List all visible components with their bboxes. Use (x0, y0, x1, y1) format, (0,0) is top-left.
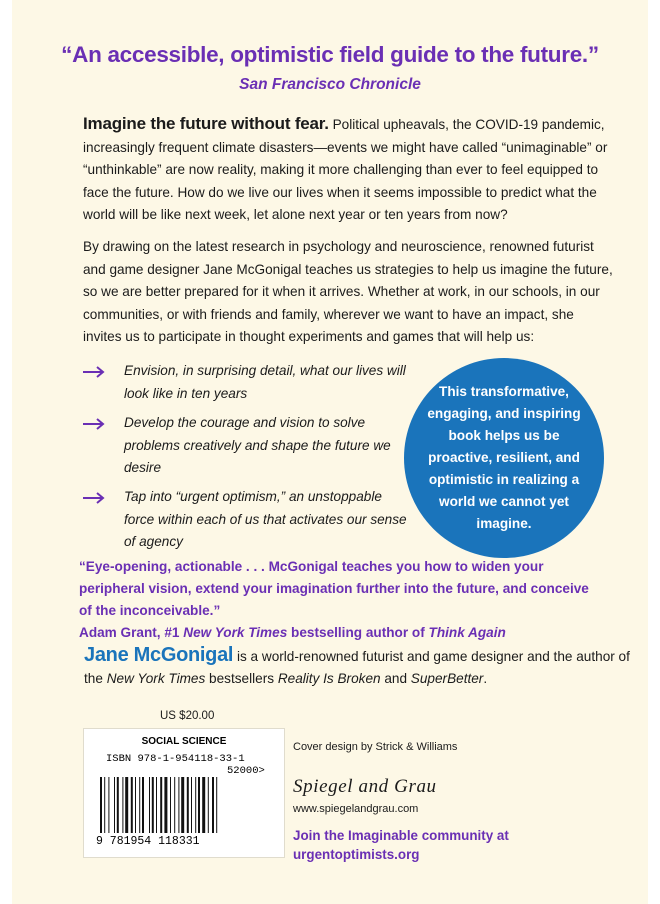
intro-lead: Imagine the future without fear. (83, 114, 329, 133)
barcode-bar (216, 777, 217, 833)
author-name: Jane McGonigal (84, 644, 234, 666)
arrow-right-icon (83, 366, 105, 378)
barcode-bar (202, 777, 205, 833)
barcode-bar (174, 777, 175, 833)
barcode-bar (152, 777, 154, 833)
barcode-bar (122, 777, 123, 833)
publisher-logo: Spiegel and Grau (293, 776, 437, 797)
back-cover (12, 0, 648, 904)
barcode-bar (142, 777, 144, 833)
barcode-isbn: ISBN 978-1-954118-33-1 (106, 753, 245, 765)
barcode-bar (191, 777, 192, 833)
barcode-bar (212, 777, 214, 833)
endorsement-quote (79, 556, 599, 644)
attr-mid: bestselling author of (287, 625, 429, 640)
barcode-bar (125, 777, 128, 833)
intro-text: Political upheavals, the COVID-19 pandemic, increasingly frequent climate disasters—events we might have called “unimaginable” or “unthinkable” are now reality, making it more challenging than ever to feel equipped to face the future. How do we live our lives when it seems impossible to predict what the world will be like next week, let alone next year or ten years from now? (83, 117, 608, 222)
barcode-bar (108, 777, 109, 833)
barcode-bar (187, 777, 189, 833)
endorsement-text: “Eye-opening, actionable . . . McGonigal teaches you how to widen your peripheral vision, extend your imagination further into the future, and conceive of the inconceivable.” (79, 559, 589, 618)
bio-text-4: . (483, 671, 488, 686)
arrow-right-icon (83, 418, 105, 430)
barcode-digits: 9 781954 118331 (96, 835, 200, 848)
description-paragraph: By drawing on the latest research in psychology and neuroscience, renowned futurist and game designer Jane McGonigal teaches us strategies to help us imagine the future, so we are better prepared for it when it arrives. Whether at work, in our schools, in our communities, or with friends and family, wherever we want to have an impact, she invites us to participate in thought experiments and games that will help us: (83, 239, 613, 344)
barcode-bar (195, 777, 196, 833)
barcode-bar (135, 777, 136, 833)
highlight-text: This transformative, engaging, and inspiring book helps us be proactive, resilient, and optimistic in realizing a world we cannot yet imagine. (427, 384, 581, 531)
intro-paragraph (83, 113, 613, 227)
bio-book-2: SuperBetter (410, 671, 484, 686)
bio-text-2: bestsellers (205, 671, 278, 686)
barcode-bar (100, 777, 102, 833)
barcode-bar (198, 777, 200, 833)
highlight-circle (404, 358, 604, 558)
barcode-bar (178, 777, 179, 833)
attr-book: Think Again (428, 625, 506, 640)
barcode-bar (114, 777, 115, 833)
attr-prefix: Adam Grant, #1 (79, 625, 184, 640)
endorsement-attribution (79, 622, 599, 644)
barcode-box (83, 728, 285, 858)
price-label: US $20.00 (160, 710, 215, 722)
barcode-bar (149, 777, 150, 833)
cover-credit: Cover design by Strick & Williams (293, 741, 458, 753)
barcode-bar (160, 777, 162, 833)
barcode-bar (104, 777, 105, 833)
attr-nyt: New York Times (183, 625, 288, 640)
bio-nyt: New York Times (106, 671, 206, 686)
barcode-bar (181, 777, 184, 833)
arrow-right-icon (83, 492, 105, 504)
barcode-category: SOCIAL SCIENCE (141, 736, 227, 747)
publisher-website[interactable]: www.spiegelandgrau.com (293, 803, 419, 815)
bullet-text: Envision, in surprising detail, what our lives will look like in ten years (124, 363, 406, 401)
barcode-bar (139, 777, 140, 833)
community-link[interactable]: Join the Imaginable community at urgentoptimists.org (293, 828, 509, 862)
blurb-source: San Francisco Chronicle (239, 76, 421, 93)
bullet-text: Develop the courage and vision to solve problems creatively and shape the future we desire (124, 415, 391, 475)
bio-book-1: Reality Is Broken (277, 671, 381, 686)
barcode-price-code: 52000> (227, 765, 265, 777)
barcode-bar (117, 777, 119, 833)
bullet-text: Tap into “urgent optimism,” an unstoppable force within each of us that activates our sense of agency (124, 489, 407, 549)
author-bio (84, 644, 644, 690)
barcode-bar (131, 777, 133, 833)
bio-text-3: and (380, 671, 411, 686)
barcode-bar (156, 777, 157, 833)
barcode-bar (208, 777, 209, 833)
barcode-bar (164, 777, 167, 833)
bio-text-1: is a world-renowned futurist and game designer and the author of the (84, 649, 630, 686)
blurb-quote: “An accessible, optimistic field guide to the future.” (61, 42, 599, 67)
barcode-bar (170, 777, 171, 833)
